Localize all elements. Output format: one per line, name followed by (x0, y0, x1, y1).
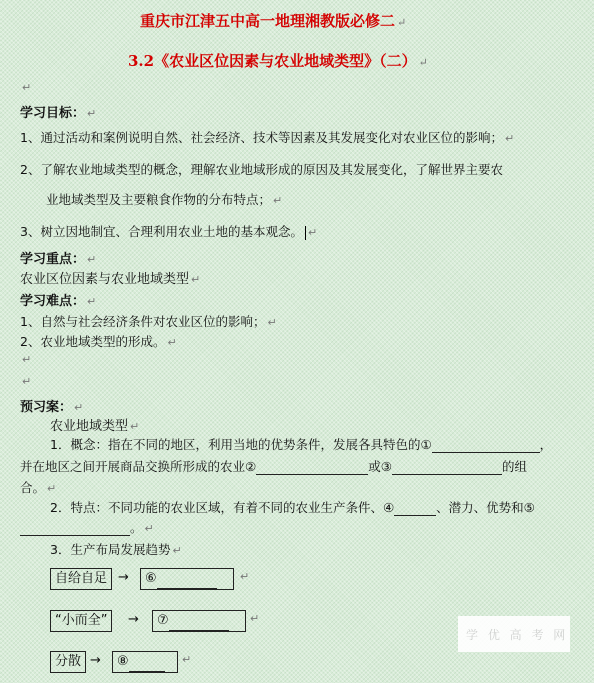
trend-heading: 3．生产布局发展趋势 ↵ (50, 542, 182, 557)
flow-box-small-complete: “小而全” (50, 610, 112, 632)
focus-text: 农业区位因素与农业地域类型 ↵ (20, 272, 201, 287)
difficulty-item-2: 2、农业地域类型的形成。 ↵ (20, 334, 177, 349)
paragraph-mark: ↵ (250, 612, 260, 625)
focus-heading: 学习重点： ↵ (20, 252, 97, 267)
blank-6[interactable] (157, 576, 217, 589)
arrow-icon: → (118, 570, 129, 585)
blank-1[interactable] (432, 438, 540, 453)
features-line-1: 2．特点：不同功能的农业区域，有着不同的农业生产条件、④ 、潜力、优势和⑤ (50, 500, 535, 515)
goal-item-1: 1、通过活动和案例说明自然、社会经济、技术等因素及其发展变化对农业区位的影响； ↵ (20, 130, 515, 145)
goal-item-3: 3、树立因地制宜、合理利用农业土地的基本观念。 ↵ (20, 224, 318, 239)
arrow-icon: → (128, 612, 139, 627)
flow-box-7: ⑦ (152, 610, 246, 632)
blank-line: ↵ (22, 375, 32, 388)
arrow-icon: → (90, 653, 101, 668)
document-subtitle: 3.2《农业区位因素与农业地域类型》（二） ↵ (128, 52, 428, 70)
blank-3[interactable] (392, 460, 502, 475)
difficulty-item-1: 1、自然与社会经济条件对农业区位的影响； ↵ (20, 314, 277, 329)
concept-line-3: 合。 ↵ (20, 480, 57, 495)
blank-5[interactable] (20, 521, 130, 536)
watermark-stamp: 学 优 高 考 网 (458, 616, 570, 652)
goal-item-2-cont: 业地域类型及主要粮食作物的分布特点； ↵ (46, 192, 283, 207)
paragraph-mark: ↵ (182, 653, 192, 666)
blank-line: ↵ (22, 81, 32, 94)
blank-2[interactable] (256, 460, 368, 475)
flow-box-self-sufficient: 自给自足 (50, 568, 112, 590)
text-cursor (305, 226, 306, 240)
concept-line-1: 1．概念：指在不同的地区，利用当地的优势条件，发展各具特色的① ， (50, 437, 553, 452)
flow-box-6: ⑥ (140, 568, 234, 590)
difficulty-heading: 学习难点： ↵ (20, 294, 97, 309)
flow-box-8: ⑧ (112, 651, 178, 673)
document-title: 重庆市江津五中高一地理湘教版必修二 ↵ (140, 12, 407, 30)
flow-box-scattered: 分散 (50, 651, 86, 673)
concept-line-2: 并在地区之间开展商品交换所形成的农业② 或③ 的组 (20, 459, 527, 474)
blank-4[interactable] (394, 501, 436, 516)
features-line-2: 。 ↵ (20, 518, 154, 536)
goal-item-2: 2、了解农业地域类型的概念，理解农业地域形成的原因及其发展变化，了解世界主要农 (20, 162, 503, 177)
blank-line: ↵ (22, 353, 32, 366)
paragraph-mark: ↵ (240, 570, 250, 583)
blank-8[interactable] (129, 659, 165, 672)
preview-subheading: 农业地域类型 ↵ (50, 419, 140, 434)
goals-heading: 学习目标： ↵ (20, 106, 97, 121)
preview-heading: 预习案： ↵ (20, 400, 84, 415)
blank-7[interactable] (169, 618, 229, 631)
